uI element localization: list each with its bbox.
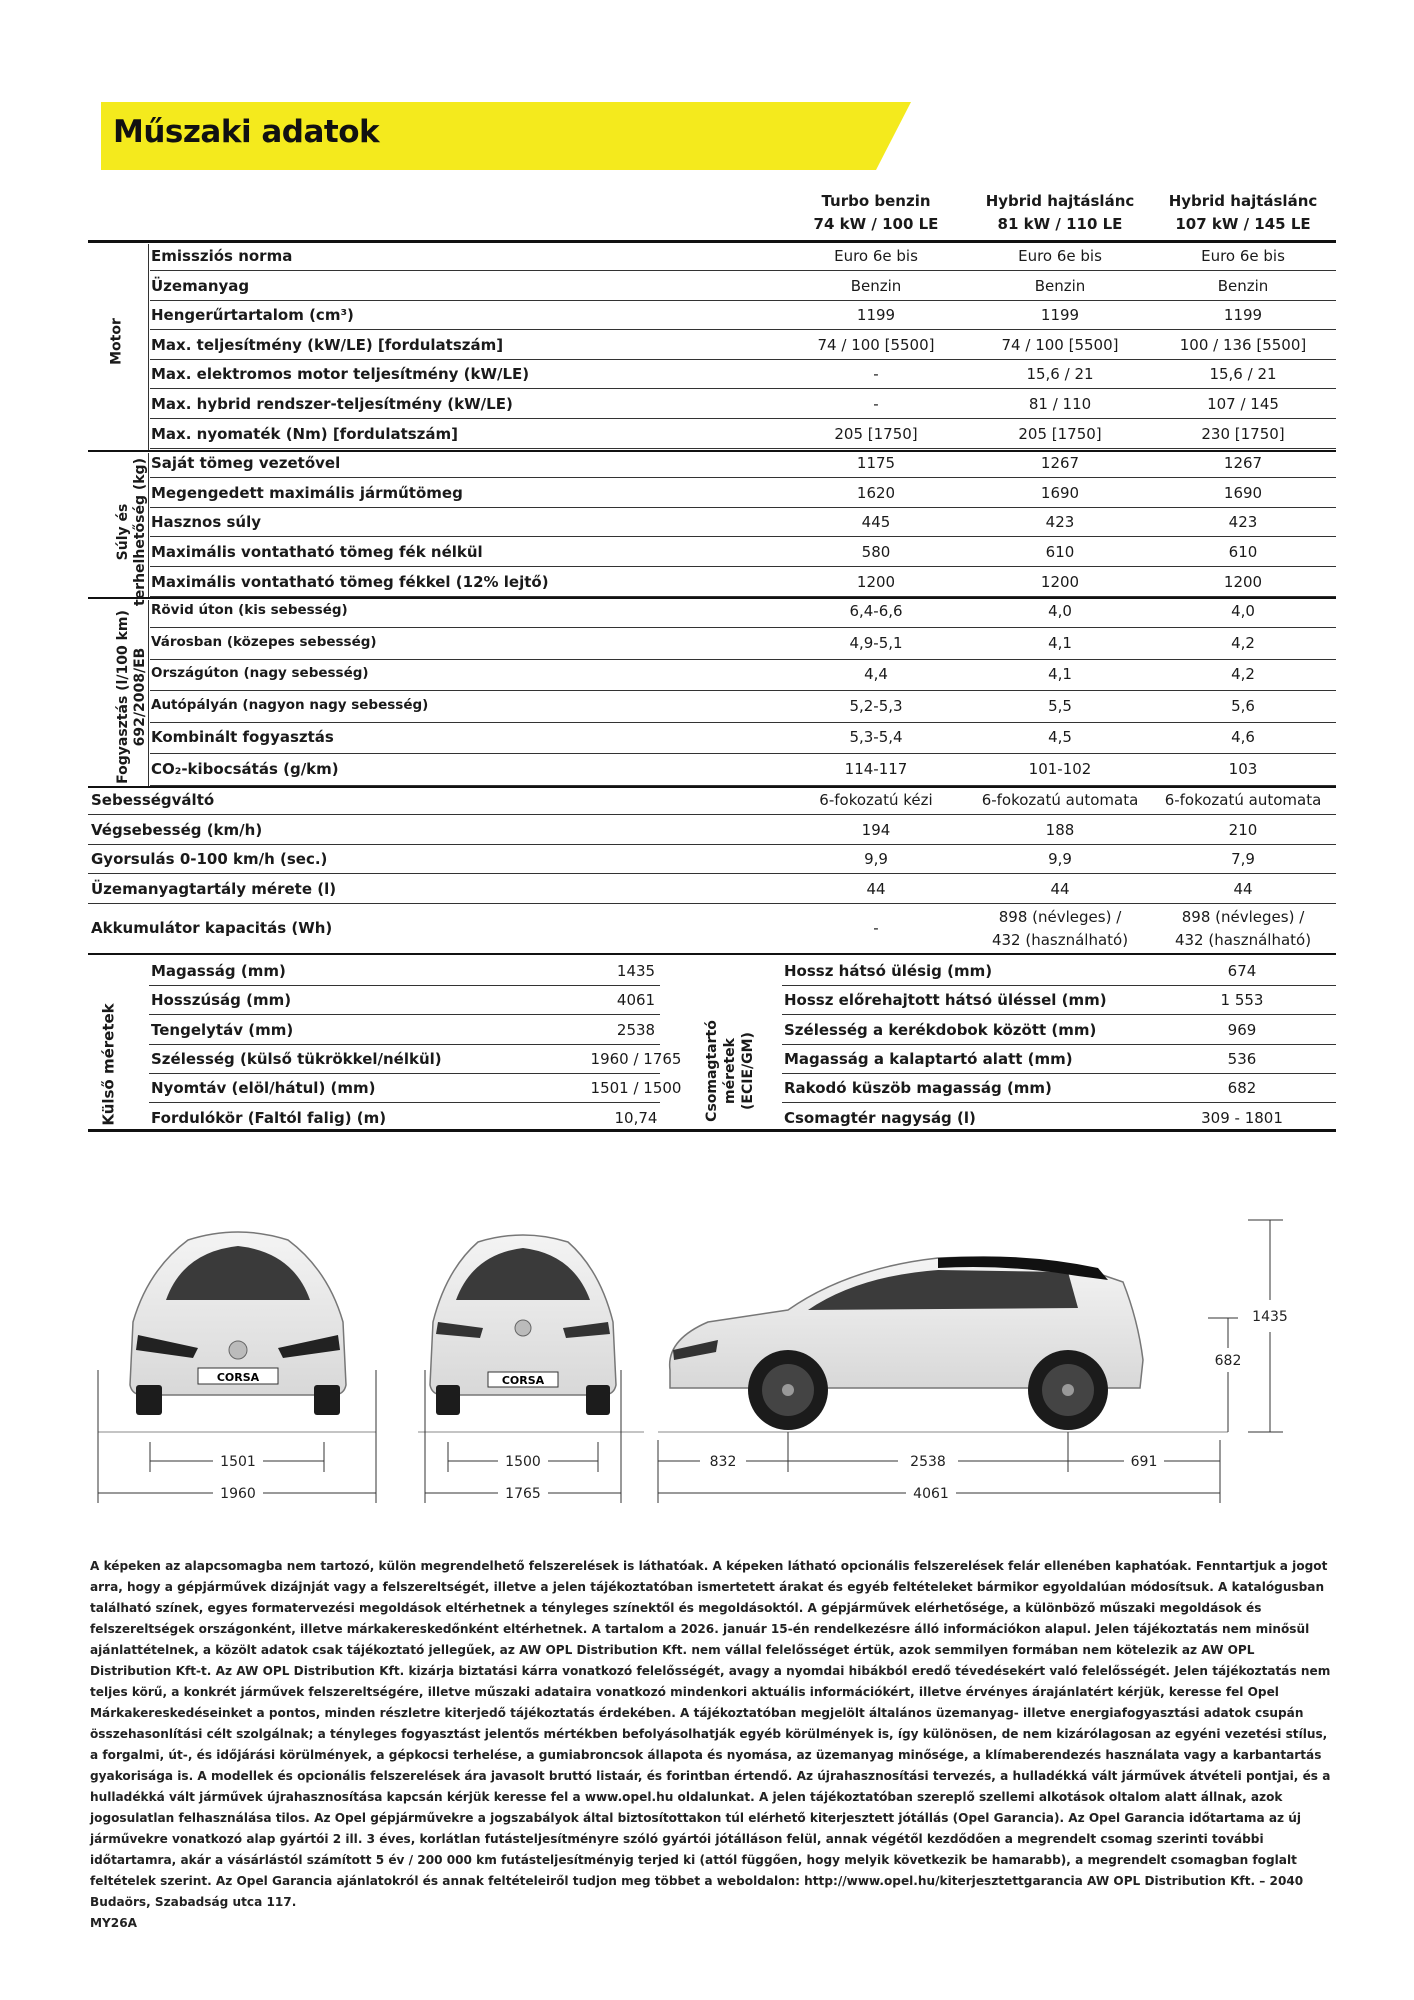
dimension-row [90, 1016, 660, 1045]
wheelbase-label: 2538 [910, 1454, 946, 1470]
cell-value: 2538 [616, 1020, 656, 1039]
cell-value: 44 [1050, 880, 1070, 898]
cell-value: 15,6 / 21 [1209, 365, 1277, 384]
cell-value: 1200 [1040, 572, 1080, 591]
table-row [88, 360, 1336, 389]
cell-value: 610 [1045, 543, 1075, 561]
cell-value: 74 / 100 [5500] [1001, 335, 1119, 354]
dimension-row [90, 1074, 682, 1103]
row-label: Max. teljesítmény (kW/LE) [fordulatszám] [151, 335, 504, 354]
title-banner [101, 102, 911, 170]
table-row [88, 786, 1336, 815]
group-label-motor: Motor [108, 318, 125, 365]
table-row [88, 390, 1336, 419]
cell-value: 4,1 [1048, 633, 1072, 652]
cell-value: 1435 [616, 962, 656, 980]
cell-value: 9,9 [864, 850, 888, 869]
table-row [88, 816, 1336, 845]
group-label-external: Külső méretek [99, 1003, 118, 1126]
cell-value: 6-fokozatú automata [1164, 791, 1322, 810]
row-label: Nyomtáv (elöl/hátul) (mm) [151, 1079, 376, 1098]
rear-track-label: 1500 [505, 1454, 541, 1470]
cell-value: 15,6 / 21 [1026, 365, 1094, 384]
cell-value: 309 - 1801 [1201, 1108, 1283, 1127]
cell-value: 4,0 [1231, 602, 1255, 621]
row-label: Kombinált fogyasztás [151, 728, 334, 747]
table-row [88, 301, 1336, 330]
cell-value: 682 [1227, 1079, 1257, 1098]
cell-value: 74 / 100 [5500] [817, 335, 935, 354]
row-label: Csomagtér nagyság (l) [784, 1108, 976, 1127]
car-dimension-drawing [88, 1210, 1336, 1510]
cell-value: 674 [1227, 962, 1257, 980]
row-label: Hossz előrehajtott hátsó üléssel (mm) [784, 991, 1107, 1010]
row-label: Hasznos súly [151, 513, 261, 532]
cell-value: 107 / 145 [1207, 395, 1279, 413]
cell-value: 5,5 [1048, 696, 1072, 715]
row-label: Magasság a kalaptartó alatt (mm) [784, 1049, 1073, 1068]
cell-value: 1199 [1223, 306, 1263, 325]
table-row [88, 723, 1336, 754]
cell-value: 4,2 [1231, 633, 1255, 652]
dimension-row [722, 1045, 1336, 1074]
cell-value: 1501 / 1500 [590, 1079, 682, 1098]
page-title: Műszaki adatok [113, 114, 380, 150]
row-label: Végsebesség (km/h) [91, 820, 263, 839]
cell-value: 1200 [856, 572, 896, 591]
front-plate-text: CORSA [216, 1371, 260, 1384]
row-label: Sebességváltó [91, 791, 215, 810]
table-row [88, 597, 1336, 628]
table-row [88, 755, 1336, 786]
row-label: Szélesség a kerékdobok között (mm) [784, 1020, 1097, 1039]
table-row [88, 420, 1336, 449]
model-year-code: MY26A [90, 1916, 137, 1930]
rear-overhang-label: 691 [1130, 1454, 1158, 1470]
length-label: 4061 [913, 1486, 949, 1502]
row-label: Országúton (nagy sebesség) [151, 665, 369, 682]
table-row [88, 449, 1336, 478]
cell-value: 1267 [1223, 454, 1263, 473]
table-row [88, 692, 1336, 723]
row-label: Tengelytáv (mm) [151, 1020, 294, 1039]
group-label-fuel: Fogyasztás (l/100 km) 692/2008/EB [115, 610, 148, 784]
rear-width-label: 1765 [505, 1486, 541, 1502]
row-label: Városban (közepes sebesség) [151, 633, 377, 650]
row-label: Rakodó küszöb magasság (mm) [784, 1079, 1052, 1098]
row-label: Hosszúság (mm) [151, 991, 292, 1010]
cell-value: 6-fokozatú automata [981, 791, 1139, 810]
cell-value: 230 [1750] [1201, 424, 1285, 443]
row-label: Autópályán (nagyon nagy sebesség) [151, 696, 429, 713]
column-header-3: Hybrid hajtáslánc 107 kW / 145 LE [1168, 192, 1318, 233]
cell-value: 44 [1233, 880, 1253, 898]
cell-value: - [873, 365, 879, 384]
cell-value: 1267 [1040, 454, 1080, 473]
dimension-row [90, 986, 660, 1015]
cell-value: - [873, 395, 879, 413]
cell-value: 4,5 [1048, 728, 1072, 747]
cell-value: 44 [866, 880, 886, 898]
cell-value: 81 / 110 [1028, 395, 1092, 413]
cell-value: 4,4 [864, 665, 888, 684]
cell-value: Benzin [1034, 276, 1086, 295]
row-label: Üzemanyag [151, 276, 250, 295]
cell-value: Benzin [1217, 276, 1269, 295]
cell-value: 5,6 [1231, 696, 1255, 715]
row-label: Maximális vontatható tömeg fékkel (12% lejtő) [151, 572, 549, 591]
cell-value: 1690 [1040, 483, 1080, 502]
table-row [88, 331, 1336, 360]
group-label-cargo: Csomagtartó méretek (ECIE/GM) [704, 1020, 756, 1122]
front-width-label: 1960 [220, 1486, 256, 1502]
cell-value: 969 [1227, 1020, 1257, 1039]
row-label: Rövid úton (kis sebesség) [151, 602, 348, 619]
table-row [88, 272, 1336, 301]
dimension-row [722, 1074, 1336, 1103]
table-row [88, 538, 1336, 567]
cell-value: 205 [1750] [1018, 424, 1102, 443]
cell-value: 4061 [616, 991, 656, 1010]
cell-value: 9,9 [1048, 850, 1072, 869]
cell-value: 423 [1228, 513, 1258, 532]
disclaimer-text: A képeken az alapcsomagba nem tartozó, külön megrendelhető felszerelések is láthatóak. A képeken látható opcionális felszerelések felár ellenében kaphatóak. Fenntartjuk a jogot arra, hogy a gépjárművek dizájnját vagy a felszereltségét, illetve a jelen tájékoztatóban ismertetett árakat és egyéb feltételeket bármikor egyoldalúan módosítsuk. A katalógusban található színek, egyes formatervezési megoldások eltérhetnek a tényleges színektől és megoldásoktól. A gépjárművek elérhetősége, a különböző műszaki megoldások és felszereltségek országonként, illetve márkakereskedőnként eltérhetnek. A tartalom a 2026. január 15-én rendelkezésre álló információkon alapul. Jelen tájékoztatás nem minősül ajánlattételnek, a közölt adatok csak tájékoztató jellegűek, az AW OPL Distribution Kft. nem vállal felelősséget értük, azok semmilyen formában nem kötelezik az AW OPL Distribution Kft-t. Az AW OPL Distribution Kft. kizárja biztatási kárra vonatkozó felelősségét, avagy a nyomdai hibákból eredő tévedésekért való felelősségét. Jelen tájékoztatás nem teljes körű, a konkrét járművek felszereltségére, illetve műszaki adataira vonatkozó mindenkori aktuális információkért, illetve érvényes árajánlatért kérjük, keresse fel Opel Márkakereskedéseinket a pontos, minden részletre kiterjedő tájékoztatás érdekében. A tájékoztatóban megjelölt általános üzemanyag- illetve energiafogyasztási adatok csupán összehasonlítási célt szolgálnak; a tényleges fogyasztást jelentős mértékben befolyásolhatják egyéb körülmények is, így különösen, de nem kizárólagosan az egyéni vezetési stílus, a forgalmi, út-, és időjárási körülmények, a gépkocsi terhelése, a gumiabroncsok állapota és nyomása, az üzemanyag minősége, a klímaberendezés használata vagy a karbantartás gyakorisága is. A modellek és opcionális felszerelések ára javasolt bruttó listaár, és forintban értendő. Az újrahasznosítási tervezés, a hulladékká vált járművek átvételi pontjai, és a hulladékká vált járművek újrahasznosítása kapcsán kérjük keresse fel a www.opel.hu oldalunkat. A jelen tájékoztatóban szereplő szellemi alkotások oltalom alatt állnak, azok jogosulatlan felhasználása tilos. Az Opel gépjárművekre a jogszabályok által biztosítottakon túl elérhető kiterjesztett jótállás (Opel Garancia). Az Opel Garancia időtartama az új járművekre vonatkozó alap gyártói 2 ill. 3 éves, korlátlan futásteljesítményre szóló gyártói jótálláson felül, annak végétől kezdődően a megrendelt csomag szerinti további időtartamra, akár a vásárlástól számított 5 év / 200 000 km futásteljesítményig terjed ki (attól függően, hogy melyik következik be hamarabb), a megrendelt csomagban foglalt feltételek szerint. Az Opel Garancia ajánlatokról és annak feltételeiről tudjon meg többet a weboldalon: http://www.opel.hu/kiterjesztettgarancia AW OPL Distribution Kft. – 2040 Budaörs, Szabadság utca 117. MY26A [90, 1556, 1335, 1934]
cell-value: 205 [1750] [834, 424, 918, 443]
cell-value: 103 [1228, 759, 1258, 778]
cell-value: 1960 / 1765 [590, 1049, 682, 1068]
table-row [88, 660, 1336, 691]
cell-value: 1200 [1223, 572, 1263, 591]
cell-value: 1199 [1040, 306, 1080, 325]
cell-value: 101-102 [1028, 759, 1092, 778]
cell-value: 6,4-6,6 [849, 602, 903, 621]
cell-value: 194 [861, 820, 891, 839]
cell-value: 1175 [856, 454, 896, 473]
table-row-battery: Akkumulátor kapacitás (Wh) - 898 (névleges) / 432 (használható) 898 (névleges) / 432 (használható) [88, 903, 1336, 955]
row-label: Emissziós norma [151, 247, 293, 265]
cell-value: 4,1 [1048, 665, 1072, 684]
column-header-1: Turbo benzin 74 kW / 100 LE [813, 192, 939, 233]
cell-value: 5,3-5,4 [849, 728, 903, 747]
cell-value: Euro 6e bis [1018, 247, 1102, 265]
cell-value: 4,9-5,1 [849, 633, 903, 652]
cell-value: 210 [1228, 820, 1258, 839]
column-header-2: Hybrid hajtáslánc 81 kW / 110 LE [985, 192, 1135, 233]
cell-value: Euro 6e bis [834, 247, 918, 265]
dimension-row [722, 1016, 1336, 1045]
cell-value: 1620 [856, 483, 896, 502]
dimension-row [90, 957, 660, 986]
cell-value: 4,6 [1231, 728, 1255, 747]
table-row [88, 508, 1336, 537]
cell-value: 4,2 [1231, 665, 1255, 684]
height-label: 1435 [1252, 1309, 1288, 1325]
table-row [88, 568, 1336, 597]
row-label: Gyorsulás 0-100 km/h (sec.) [91, 850, 328, 869]
cell-value: 445 [861, 513, 891, 532]
dimension-diagram [88, 1210, 1336, 1510]
cell-value: 610 [1228, 543, 1258, 561]
table-row [88, 845, 1336, 874]
cell-value: 5,2-5,3 [849, 696, 903, 715]
cell-value: 100 / 136 [5500] [1179, 335, 1307, 354]
cell-value: 114-117 [844, 759, 908, 778]
car-rear-view [430, 1235, 616, 1415]
cell-value: 6-fokozatú kézi [819, 791, 933, 810]
car-side-view [670, 1256, 1143, 1430]
rear-plate-text: CORSA [501, 1374, 545, 1387]
row-label: Max. elektromos motor teljesítmény (kW/LE) [151, 365, 530, 384]
dimension-row [90, 1045, 682, 1074]
row-label: Maximális vontatható tömeg fék nélkül [151, 543, 483, 561]
cell-value: 536 [1227, 1049, 1257, 1068]
cell-value: 4,0 [1048, 602, 1072, 621]
cell-value: 188 [1045, 820, 1075, 839]
row-label: Hengerűrtartalom (cm³) [151, 306, 354, 325]
cell-value: 1 553 [1220, 991, 1264, 1010]
front-track-label: 1501 [220, 1454, 256, 1470]
cell-value: 1199 [856, 306, 896, 325]
cell-value: 423 [1045, 513, 1075, 532]
cell-value: 10,74 [614, 1108, 658, 1127]
front-overhang-label: 832 [709, 1454, 737, 1470]
row-label: Üzemanyagtartály mérete (l) [91, 880, 337, 898]
row-label: Magasság (mm) [151, 962, 286, 980]
dimension-row [722, 957, 1336, 986]
row-label: Max. hybrid rendszer-teljesítmény (kW/LE) [151, 395, 513, 413]
dimension-row [722, 986, 1336, 1015]
car-front-view [130, 1232, 346, 1415]
row-label: Max. nyomaték (Nm) [fordulatszám] [151, 424, 459, 443]
row-label: Fordulókör (Faltól falig) (m) [151, 1108, 387, 1127]
row-label: Hossz hátsó ülésig (mm) [784, 962, 993, 980]
row-label: Szélesség (külső tükrökkel/nélkül) [151, 1049, 442, 1068]
cell-value: 7,9 [1231, 850, 1255, 869]
table-row [88, 629, 1336, 660]
row-label: Megengedett maximális járműtömeg [151, 483, 463, 502]
table-row [88, 875, 1336, 904]
row-label: CO₂-kibocsátás (g/km) [151, 759, 339, 778]
table-row [88, 242, 1336, 271]
table-row [88, 479, 1336, 508]
cell-value: Benzin [850, 276, 902, 295]
cell-value: Euro 6e bis [1201, 247, 1285, 265]
row-label: Saját tömeg vezetővel [151, 454, 341, 473]
sill-height-label: 682 [1214, 1353, 1242, 1369]
group-label-weight: Súly és terhelhetőség (kg) [115, 458, 148, 606]
cell-value: 580 [861, 543, 891, 561]
table-bottom-rule [88, 1129, 1336, 1132]
cell-value: 1690 [1223, 483, 1263, 502]
